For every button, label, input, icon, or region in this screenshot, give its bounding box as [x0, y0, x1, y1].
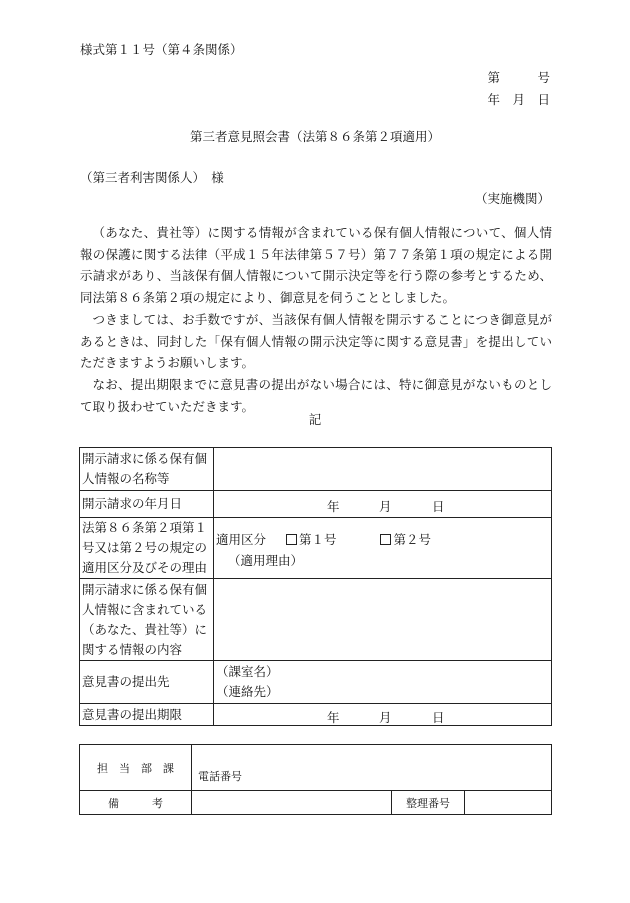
table-row — [80, 791, 552, 815]
document-date: 年 月 日 — [487, 92, 550, 107]
ki-label: 記 — [308, 412, 322, 427]
table-row — [80, 579, 552, 661]
request-date-value[interactable] — [214, 491, 552, 518]
submission-destination-cell — [214, 661, 552, 704]
submission-deadline-value[interactable] — [214, 704, 552, 726]
paragraph-3: なお、提出期限までに意見書の提出がない場合には、特に御意見がないものとして取り扱わせていただきます。 — [80, 377, 552, 414]
sender: （実施機関） — [474, 191, 550, 206]
phone-label: 電話番号 — [198, 770, 242, 783]
table-row — [80, 491, 552, 518]
row-label-request-date: 開示請求の年月日 — [80, 491, 214, 518]
date-month-label: 月 — [379, 499, 392, 514]
option1-label: 第１号 — [298, 532, 337, 547]
option2-label: 第２号 — [393, 532, 431, 547]
bikou-label: 備 考 — [80, 791, 192, 815]
table-row — [80, 745, 552, 791]
applicable-category-cell — [214, 518, 552, 579]
info-table — [79, 447, 552, 726]
info-name-value[interactable] — [214, 448, 552, 491]
section-name-label: （課室名） — [216, 664, 279, 679]
deadline-year-label: 年 — [327, 709, 340, 725]
document-title: 第三者意見照会書（法第８６条第２項適用） — [189, 129, 440, 144]
reason-label: （適用理由） — [228, 553, 304, 568]
paragraph-1: （あなた、貴社等）に関する情報が含まれている保有個人情報について、個人情報の保護に関する法律（平成１５年法律第５７号）第７７条第１項の規定による開示請求があり、当該保有個人情報について開示決定等を行う際の参考とするため、同法第８６条第２項の規定により、御意見を伺うこととしました。 — [80, 225, 552, 306]
tantou-label: 担 当 部 課 — [80, 745, 192, 791]
contact-label: （連絡先） — [216, 684, 279, 699]
table-row — [80, 448, 552, 491]
row-label-submission-deadline: 意見書の提出期限 — [80, 704, 214, 726]
paragraph-2: つきましては、お手数ですが、当該保有個人情報を開示することにつき御意見があるときは、同封した「保有個人情報の開示決定等に関する意見書」を提出していただきますようお願いします。 — [80, 312, 552, 371]
deadline-month-label: 月 — [379, 709, 392, 725]
table-row — [80, 661, 552, 704]
row-label-info-content: 開示請求に係る保有個人情報に含まれている（あなた、貴社等）に関する情報の内容 — [80, 579, 214, 661]
option1-checkbox[interactable] — [286, 534, 297, 545]
row-label-applicable-category: 法第８６条第２項第１号又は第２号の規定の適用区分及びその理由 — [80, 518, 214, 579]
row-label-info-name: 開示請求に係る保有個人情報の名称等 — [80, 448, 214, 491]
document-number: 第 号 — [487, 70, 550, 85]
seiri-value[interactable] — [465, 791, 552, 815]
option2-checkbox[interactable] — [380, 534, 391, 545]
bikou-value[interactable] — [192, 791, 392, 815]
row-label-submission-destination: 意見書の提出先 — [80, 661, 214, 704]
form-number: 様式第１１号（第４条関係） — [80, 42, 243, 57]
office-table — [79, 744, 552, 815]
category-label: 適用区分 — [216, 532, 267, 547]
table-row — [80, 518, 552, 579]
table-row — [80, 704, 552, 726]
deadline-day-label: 日 — [432, 709, 445, 725]
date-day-label: 日 — [432, 499, 445, 514]
seiri-label: 整理番号 — [392, 791, 465, 815]
addressee: （第三者利害関係人） 様 — [80, 170, 224, 185]
phone-cell[interactable] — [192, 745, 552, 791]
date-year-label: 年 — [327, 499, 340, 514]
info-content-value[interactable] — [214, 579, 552, 661]
